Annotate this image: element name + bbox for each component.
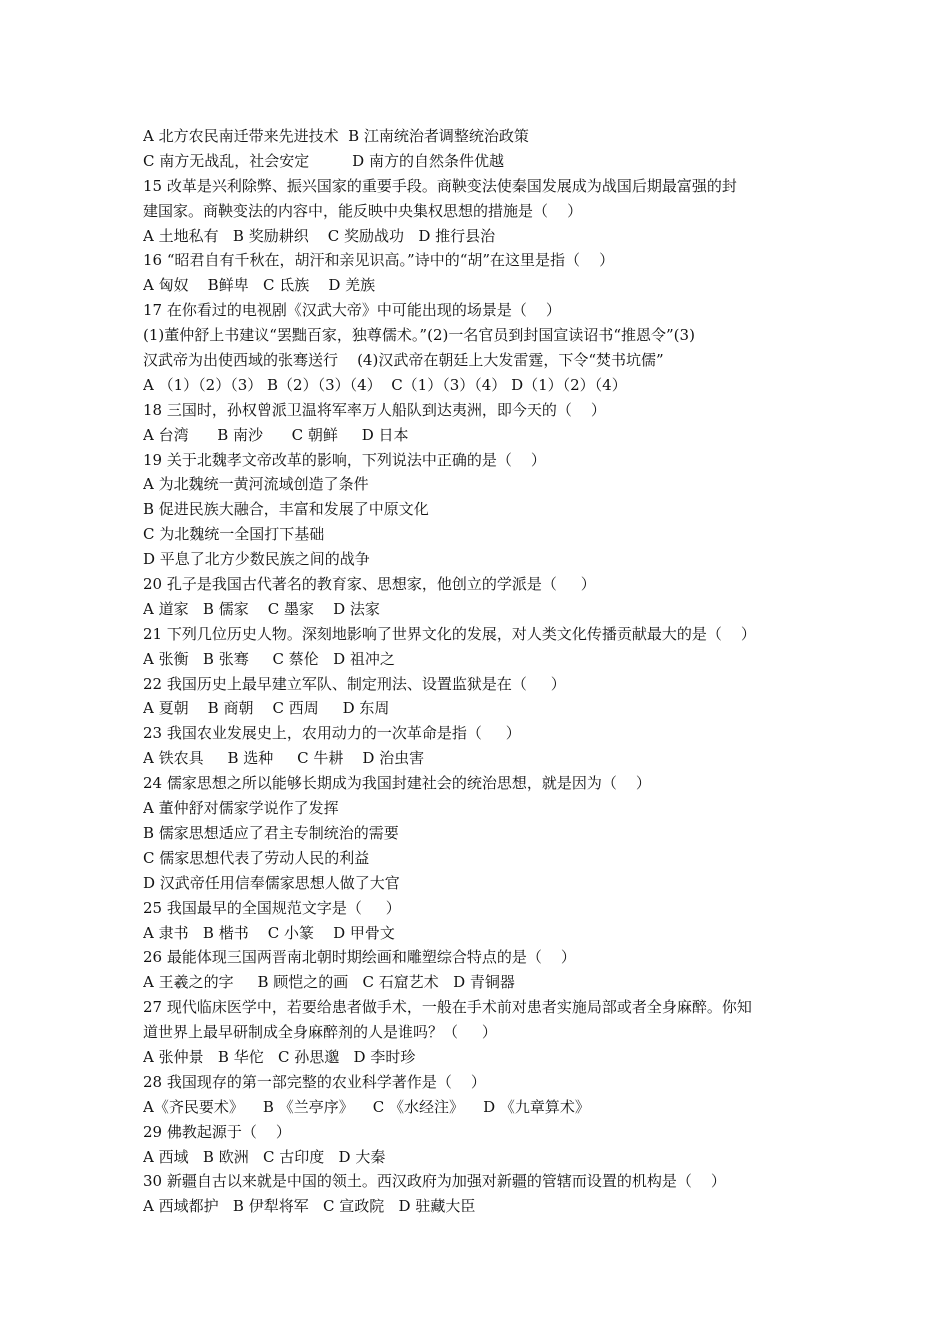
text-line: A 董仲舒对儒家学说作了发挥	[143, 799, 339, 818]
text-line: 18 三国时，孙权曾派卫温将军率万人船队到达夷洲，即今天的（ ）	[143, 400, 606, 419]
text-line: A 道家 B 儒家 C 墨家 D 法家	[143, 599, 380, 618]
text-line: 建国家。商鞅变法的内容中，能反映中央集权思想的措施是（ ）	[143, 201, 583, 220]
text-line: 23 我国农业发展史上，农用动力的一次革命是指（ ）	[143, 724, 521, 743]
text-line: C 儒家思想代表了劳动人民的利益	[143, 848, 370, 867]
text-line: A 土地私有 B 奖励耕织 C 奖励战功 D 推行县治	[143, 226, 496, 245]
question-list	[143, 124, 833, 1219]
text-line: 16 “昭君自有千秋在，胡汗和亲见识高。”诗中的“胡”在这里是指（ ）	[143, 251, 615, 270]
text-line: 20 孔子是我国古代著名的教育家、思想家，他创立的学派是（ ）	[143, 575, 596, 594]
text-line: A 匈奴 B鲜卑 C 氐族 D 羌族	[143, 276, 376, 295]
text-line: C 南方无战乱，社会安定 D 南方的自然条件优越	[143, 151, 504, 170]
text-line: A （1）（2）（3） B（2）（3）（4） C（1）（3）（4） D（1）（2）（4）	[143, 375, 627, 394]
text-line: 15 改革是兴利除弊、振兴国家的重要手段。商鞅变法使秦国发展成为战国后期最富强的封	[143, 176, 737, 195]
text-line: A 为北魏统一黄河流域创造了条件	[143, 475, 369, 494]
text-line: 30 新疆自古以来就是中国的领土。西汉政府为加强对新疆的管辖而设置的机构是（ ）	[143, 1172, 726, 1191]
text-line: A 夏朝 B 商朝 C 西周 D 东周	[143, 699, 390, 718]
text-line: B 儒家思想适应了君主专制统治的需要	[143, 823, 399, 842]
text-line: A 北方农民南迁带来先进技术 B 江南统治者调整统治政策	[143, 127, 529, 145]
text-line: 28 我国现存的第一部完整的农业科学著作是（ ）	[143, 1072, 486, 1091]
text-line: 19 关于北魏孝文帝改革的影响，下列说法中正确的是（ ）	[143, 450, 546, 469]
text-line: A 张衡 B 张骞 C 蔡伦 D 祖冲之	[143, 649, 395, 668]
text-line: 27 现代临床医学中，若要给患者做手术，一般在手术前对患者实施局部或者全身麻醉。你知	[143, 998, 752, 1017]
text-line: A 张仲景 B 华佗 C 孙思邈 D 李时珍	[143, 1047, 416, 1066]
text-line: A 王羲之的字 B 顾恺之的画 C 石窟艺术 D 青铜器	[143, 973, 515, 992]
text-line: B 促进民族大融合，丰富和发展了中原文化	[143, 500, 429, 519]
text-line: 25 我国最早的全国规范文字是（ ）	[143, 898, 401, 917]
text-line: A 台湾 B 南沙 C 朝鲜 D 日本	[143, 425, 409, 444]
text-line: 道世界上最早研制成全身麻醉剂的人是谁吗？（ ）	[143, 1023, 497, 1042]
text-line: D 汉武帝任用信奉儒家思想人做了大官	[143, 873, 400, 892]
text-line: 17 在你看过的电视剧《汉武大帝》中可能出现的场景是（ ）	[143, 301, 561, 320]
text-line: A 西域都护 B 伊犁将军 C 宣政院 D 驻藏大臣	[143, 1197, 476, 1216]
text-line: 汉武帝为出使西域的张骞送行 (4)汉武帝在朝廷上大发雷霆，下令“焚书坑儒”	[143, 351, 664, 370]
text-line: 29 佛教起源于（ ）	[143, 1122, 291, 1141]
text-line: A 隶书 B 楷书 C 小篆 D 甲骨文	[143, 923, 395, 942]
text-line: C 为北魏统一全国打下基础	[143, 525, 325, 544]
text-line: A 西域 B 欧洲 C 古印度 D 大秦	[143, 1147, 386, 1166]
text-line: 26 最能体现三国两晋南北朝时期绘画和雕塑综合特点的是（ ）	[143, 948, 576, 967]
text-line: A《齐民要术》 B 《兰亭序》 C 《水经注》 D 《九章算术》	[143, 1097, 590, 1116]
text-line: 21 下列几位历史人物。深刻地影响了世界文化的发展，对人类文化传播贡献最大的是（ ）	[143, 624, 756, 643]
text-line: 22 我国历史上最早建立军队、制定刑法、设置监狱是在（ ）	[143, 674, 566, 693]
text-line: D 平息了北方少数民族之间的战争	[143, 550, 370, 569]
text-line: (1)董仲舒上书建议“罢黜百家，独尊儒术。”(2)一名官员到封国宣读诏书“推恩令”(3)	[143, 326, 695, 345]
text-line: A 铁农具 B 选种 C 牛耕 D 治虫害	[143, 749, 425, 768]
text-line: 24 儒家思想之所以能够长期成为我国封建社会的统治思想，就是因为（ ）	[143, 774, 651, 793]
